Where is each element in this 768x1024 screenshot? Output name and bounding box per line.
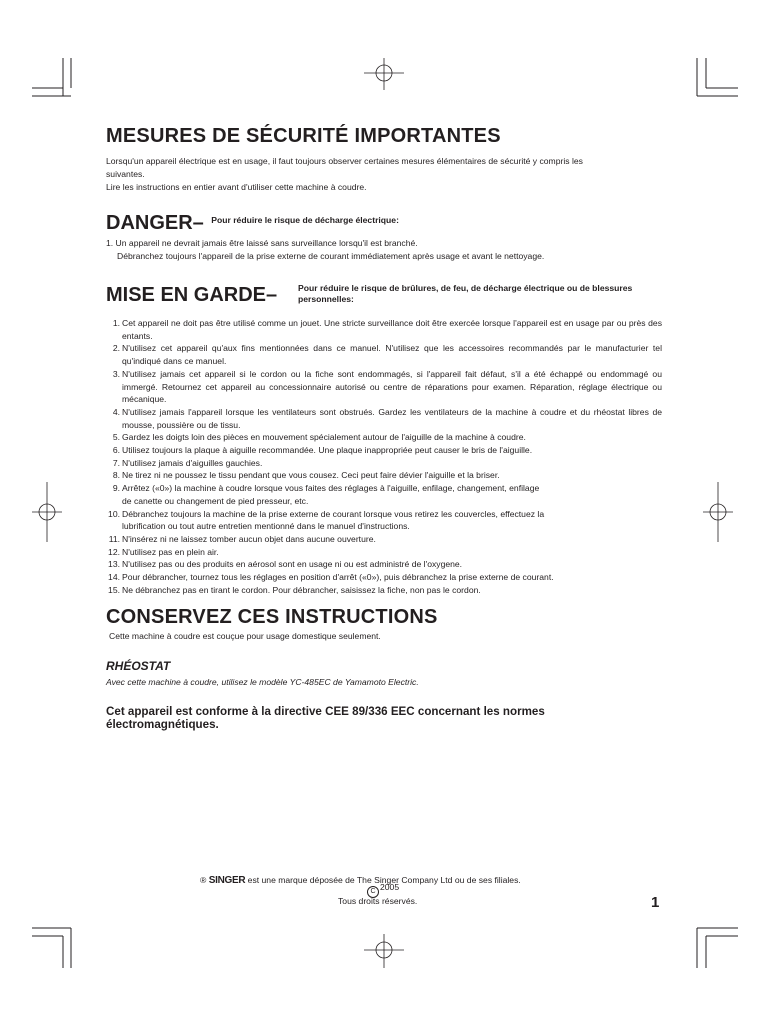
list-item: [106, 368, 662, 406]
list-item: [106, 546, 662, 559]
item-text: Ne tirez ni ne poussez le tissu pendant que vous cousez. Ceci peut faire dévier l'aiguille et la briser.: [122, 470, 500, 481]
danger-line: Débranchez toujours l'appareil de la prise externe de courant immédiatement après usage et avant le nettoyage.: [117, 250, 545, 261]
warning-subtitle: [298, 283, 668, 305]
list-item: [106, 444, 662, 457]
danger-heading-row: [106, 212, 399, 235]
rights-text: Tous droits réservés.: [338, 896, 418, 906]
intro-line: suivantes.: [106, 168, 145, 179]
item-number: 13.: [108, 559, 120, 570]
item-number: 11.: [108, 533, 120, 544]
rheostat-heading: RHÉOSTAT: [106, 659, 171, 673]
item-number: 14.: [108, 572, 120, 583]
list-item: [106, 457, 662, 470]
warning-subtitle-line: personnelles:: [298, 294, 354, 304]
list-item: [106, 431, 662, 444]
item-number: 12.: [108, 546, 120, 557]
list-item: [106, 571, 662, 584]
list-item: [106, 508, 662, 533]
item-number: 4.: [112, 406, 120, 417]
list-item: [106, 584, 662, 597]
list-item: [106, 558, 662, 571]
trademark-text: est une marque déposée de The Singer Company Ltd ou de ses filiales.: [247, 875, 521, 885]
warning-list: [106, 317, 662, 596]
warning-dash: –: [266, 284, 278, 306]
page-number: 1: [651, 894, 660, 911]
list-item: [106, 469, 662, 482]
item-text: Gardez les doigts loin des pièces en mouvement spécialement autour de l'aiguille de la machine à coudre.: [122, 432, 526, 443]
item-number: 5.: [112, 432, 120, 443]
conserve-text: Cette machine à coudre est couçue pour usage domestique seulement.: [109, 631, 381, 641]
warning-heading-row: [106, 284, 277, 307]
registered-symbol: ®: [200, 875, 207, 885]
item-number: 3.: [112, 368, 120, 379]
rheostat-text: Avec cette machine à coudre, utilisez le modèle YC-485EC de Yamamoto Electric.: [106, 677, 419, 687]
singer-logo: SINGER: [208, 875, 246, 886]
directive-line: électromagnétiques.: [106, 717, 219, 731]
item-number: 2.: [112, 343, 120, 354]
conserve-heading: CONSERVEZ CES INSTRUCTIONS: [106, 606, 438, 628]
item-text: N'utilisez jamais cet appareil si le cordon ou la fiche sont endommagés, si l'appareil fait défaut, s'il a été échappé ou endommagé ou immergé. Retournez cet appareil au concessionnaire autorisé ou centre de réparations pour examen. Réparation, réglage électrique ou mécanique.: [122, 368, 662, 405]
danger-line: 1. Un appareil ne devrait jamais être laissé sans surveillance lorsqu'il est branché.: [106, 238, 418, 248]
item-text: N'utilisez jamais l'appareil lorsque les ventilateurs sont obstrués. Gardez les ventilateurs de la machine à coudre et du rhéostat libres de mousse, poussière ou de tissu.: [122, 406, 662, 430]
item-text: N'utilisez jamais d'aiguilles gauchies.: [122, 457, 263, 468]
item-number: 15.: [108, 584, 120, 595]
trademark-line: [200, 875, 521, 886]
warning-subtitle-line: Pour réduire le risque de brûlures, de feu, de décharge électrique ou de blessures: [298, 283, 633, 293]
list-item: [106, 342, 662, 367]
directive-line: Cet appareil est conforme à la directive CEE 89/336 EEC concernant les normes: [106, 705, 545, 718]
item-text: Utilisez toujours la plaque à aiguille recommandée. Une plaque inappropriée peut causer le bris de l'aiguille.: [122, 445, 533, 456]
list-item: [106, 317, 662, 342]
item-text: N'utilisez pas ou des produits en aérosol sont en usage ni ou est administré de l'oxygene.: [122, 559, 463, 570]
item-number: 9.: [112, 483, 120, 494]
item-text: Débranchez toujours la machine de la prise externe de courant lorsque vous retirez les couvercles, effectuez la lubrification ou tout autre entretien mentionné dans le manuel d'instructions.: [122, 508, 545, 532]
intro-paragraph: [106, 155, 666, 193]
directive-notice: [106, 706, 676, 731]
item-number: 10.: [108, 508, 120, 519]
danger-heading: DANGER: [106, 212, 193, 234]
warning-heading: MISE EN GARDE: [106, 284, 267, 306]
intro-line: Lorsqu'un appareil électrique est en usage, il faut toujours observer certaines mesures élémentaires de sécurité y compris les: [106, 156, 583, 166]
item-text: Ne débranchez pas en tirant le cordon. Pour débrancher, saisissez la fiche, non pas le cordon.: [122, 584, 481, 595]
item-number: 8.: [112, 470, 120, 481]
list-item: [106, 406, 662, 431]
item-number: 6.: [112, 445, 120, 456]
item-text: N'insérez ni ne laissez tomber aucun objet dans aucune ouverture.: [122, 533, 376, 544]
item-text: Pour débrancher, tournez tous les réglages en position d'arrêt («0»), puis débranchez la prise externe de courant.: [122, 572, 554, 583]
danger-dash: –: [192, 212, 204, 234]
copyright-year: 2005: [380, 882, 400, 893]
list-item: [106, 533, 662, 546]
item-number: 1.: [112, 318, 120, 328]
copyright-icon: C: [367, 886, 379, 898]
item-text: N'utilisez cet appareil qu'aux fins mentionnées dans ce manuel. N'utilisez que les accessoires recommandés par le manufacturier tel qu'indiqué dans ce manuel.: [122, 343, 662, 367]
item-text: Cet appareil ne doit pas être utilisé comme un jouet. Une stricte surveillance doit être exercée lorsque l'appareil est en usage par ou près des entants.: [122, 318, 662, 341]
danger-subtitle: Pour réduire le risque de décharge électrique:: [211, 215, 399, 225]
item-number: 7.: [112, 457, 120, 468]
page-title: MESURES DE SÉCURITÉ IMPORTANTES: [106, 125, 501, 147]
item-text: N'utilisez pas en plein air.: [122, 546, 219, 557]
list-item: [106, 482, 662, 507]
intro-line: Lire les instructions en entier avant d'utiliser cette machine à coudre.: [106, 181, 367, 192]
item-text: Arrêtez («0») la machine à coudre lorsque vous faites des réglages à l'aiguille, enfilage, changement, enfilage de canette ou changement de pied presseur, etc.: [122, 483, 540, 506]
danger-body: [106, 237, 666, 263]
